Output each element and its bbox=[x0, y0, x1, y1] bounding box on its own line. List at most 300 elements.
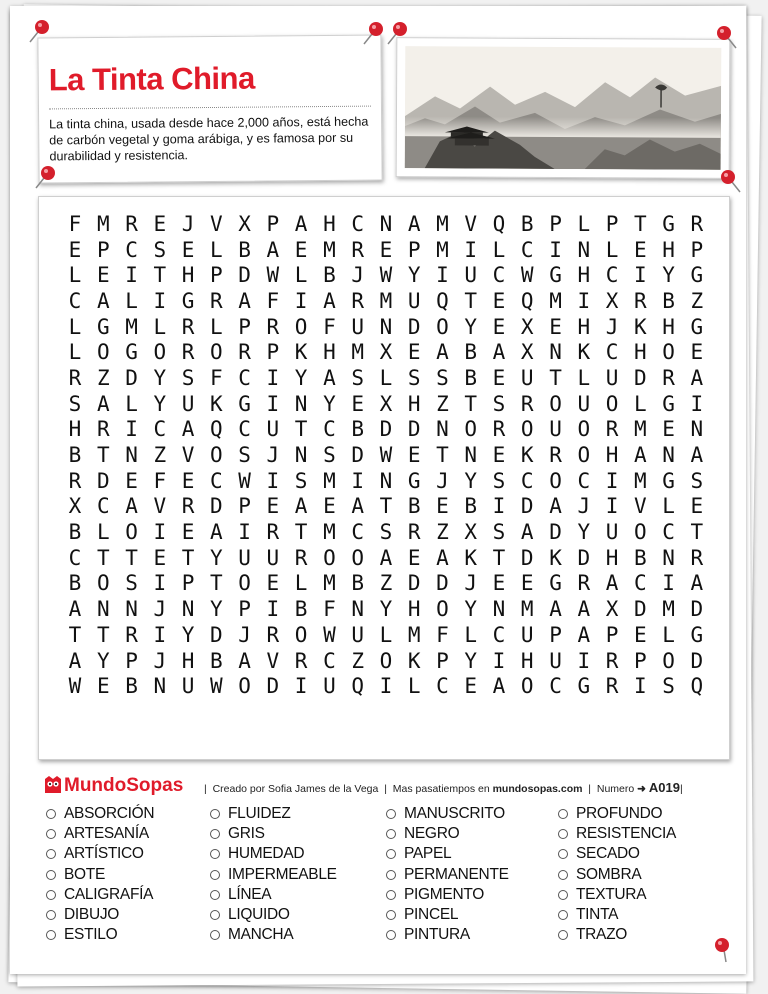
grid-letter[interactable]: S bbox=[294, 468, 308, 493]
grid-letter[interactable]: A bbox=[294, 211, 308, 236]
grid-letter[interactable]: P bbox=[605, 211, 619, 236]
grid-letter[interactable]: Z bbox=[436, 520, 449, 545]
grid-letter[interactable]: R bbox=[125, 622, 138, 647]
grid-letter[interactable]: L bbox=[662, 622, 675, 647]
grid-letter[interactable]: J bbox=[238, 622, 251, 647]
grid-letter[interactable]: I bbox=[125, 263, 138, 288]
grid-letter[interactable]: E bbox=[153, 545, 167, 570]
grid-letter[interactable]: A bbox=[436, 340, 449, 365]
grid-letter[interactable]: O bbox=[662, 340, 675, 365]
grid-letter[interactable]: S bbox=[690, 468, 704, 493]
checkbox-circle-icon[interactable] bbox=[46, 829, 56, 839]
grid-letter[interactable]: U bbox=[577, 391, 591, 416]
grid-letter[interactable]: N bbox=[379, 211, 393, 236]
grid-letter[interactable]: Q bbox=[690, 674, 704, 699]
word-item[interactable] bbox=[386, 905, 509, 925]
grid-letter[interactable]: O bbox=[577, 417, 591, 442]
grid-letter[interactable]: U bbox=[351, 622, 364, 647]
grid-letter[interactable]: P bbox=[549, 211, 562, 236]
grid-letter[interactable]: N bbox=[294, 391, 308, 416]
grid-letter[interactable]: V bbox=[181, 443, 195, 468]
grid-letter[interactable]: I bbox=[662, 571, 675, 596]
grid-letter[interactable]: U bbox=[605, 520, 619, 545]
word-item[interactable] bbox=[386, 804, 509, 824]
grid-letter[interactable]: L bbox=[407, 674, 421, 699]
grid-letter[interactable]: B bbox=[464, 494, 478, 519]
grid-letter[interactable]: B bbox=[407, 494, 421, 519]
grid-letter[interactable]: P bbox=[238, 314, 251, 339]
grid-letter[interactable]: I bbox=[153, 622, 167, 647]
grid-letter[interactable]: S bbox=[379, 520, 393, 545]
grid-letter[interactable]: U bbox=[605, 365, 619, 390]
grid-letter[interactable]: U bbox=[238, 545, 251, 570]
grid-letter[interactable]: M bbox=[549, 288, 562, 313]
grid-letter[interactable]: T bbox=[181, 545, 195, 570]
grid-letter[interactable]: B bbox=[351, 417, 364, 442]
grid-letter[interactable]: X bbox=[238, 211, 251, 236]
checkbox-circle-icon[interactable] bbox=[210, 849, 220, 859]
grid-letter[interactable]: W bbox=[379, 263, 393, 288]
grid-letter[interactable]: S bbox=[323, 443, 336, 468]
grid-letter[interactable]: I bbox=[294, 288, 308, 313]
grid-letter[interactable]: I bbox=[266, 365, 280, 390]
grid-letter[interactable]: Q bbox=[520, 288, 534, 313]
grid-letter[interactable]: D bbox=[125, 365, 138, 390]
grid-letter[interactable]: P bbox=[266, 211, 280, 236]
grid-letter[interactable]: R bbox=[125, 211, 138, 236]
grid-letter[interactable]: L bbox=[577, 365, 591, 390]
grid-letter[interactable]: I bbox=[351, 468, 364, 493]
word-item[interactable] bbox=[46, 905, 154, 925]
grid-letter[interactable]: G bbox=[662, 468, 675, 493]
grid-letter[interactable]: R bbox=[294, 545, 308, 570]
grid-letter[interactable]: G bbox=[125, 340, 138, 365]
grid-letter[interactable]: E bbox=[520, 571, 534, 596]
word-item[interactable] bbox=[558, 824, 676, 844]
grid-letter[interactable]: F bbox=[153, 468, 167, 493]
grid-letter[interactable]: U bbox=[549, 648, 562, 673]
grid-letter[interactable]: E bbox=[181, 468, 195, 493]
grid-letter[interactable]: E bbox=[407, 443, 421, 468]
grid-letter[interactable]: E bbox=[633, 237, 647, 262]
word-item[interactable] bbox=[558, 865, 676, 885]
grid-letter[interactable]: C bbox=[577, 468, 591, 493]
grid-letter[interactable]: I bbox=[266, 468, 280, 493]
grid-letter[interactable]: M bbox=[323, 571, 336, 596]
grid-letter[interactable]: R bbox=[633, 288, 647, 313]
checkbox-circle-icon[interactable] bbox=[386, 870, 396, 880]
grid-letter[interactable]: I bbox=[153, 520, 167, 545]
grid-letter[interactable]: O bbox=[96, 340, 110, 365]
checkbox-circle-icon[interactable] bbox=[46, 930, 56, 940]
grid-letter[interactable]: B bbox=[520, 211, 534, 236]
grid-letter[interactable]: H bbox=[520, 648, 534, 673]
grid-letter[interactable]: D bbox=[436, 571, 449, 596]
grid-letter[interactable]: N bbox=[153, 674, 167, 699]
grid-letter[interactable]: U bbox=[407, 288, 421, 313]
grid-letter[interactable]: R bbox=[181, 340, 195, 365]
word-item[interactable] bbox=[558, 885, 676, 905]
grid-letter[interactable]: K bbox=[407, 648, 421, 673]
grid-letter[interactable]: G bbox=[181, 288, 195, 313]
word-item[interactable] bbox=[558, 905, 676, 925]
grid-letter[interactable]: C bbox=[323, 648, 336, 673]
grid-letter[interactable]: I bbox=[549, 237, 562, 262]
checkbox-circle-icon[interactable] bbox=[386, 849, 396, 859]
grid-letter[interactable]: X bbox=[520, 340, 534, 365]
grid-letter[interactable]: P bbox=[181, 571, 195, 596]
grid-letter[interactable]: U bbox=[181, 391, 195, 416]
grid-letter[interactable]: U bbox=[181, 674, 195, 699]
grid-letter[interactable]: E bbox=[690, 340, 704, 365]
checkbox-circle-icon[interactable] bbox=[386, 829, 396, 839]
grid-letter[interactable]: R bbox=[520, 391, 534, 416]
grid-letter[interactable]: W bbox=[323, 622, 336, 647]
grid-letter[interactable]: I bbox=[464, 237, 478, 262]
grid-letter[interactable]: B bbox=[633, 545, 647, 570]
word-item[interactable] bbox=[210, 885, 337, 905]
grid-letter[interactable]: R bbox=[266, 520, 280, 545]
grid-letter[interactable]: N bbox=[662, 443, 675, 468]
grid-letter[interactable]: I bbox=[238, 520, 251, 545]
checkbox-circle-icon[interactable] bbox=[386, 910, 396, 920]
word-item[interactable] bbox=[386, 824, 509, 844]
checkbox-circle-icon[interactable] bbox=[386, 930, 396, 940]
checkbox-circle-icon[interactable] bbox=[210, 829, 220, 839]
grid-letter[interactable]: D bbox=[407, 571, 421, 596]
grid-letter[interactable]: L bbox=[125, 391, 138, 416]
grid-letter[interactable]: B bbox=[68, 571, 82, 596]
grid-letter[interactable]: A bbox=[690, 443, 704, 468]
grid-letter[interactable]: V bbox=[210, 211, 223, 236]
grid-letter[interactable]: X bbox=[68, 494, 82, 519]
grid-letter[interactable]: P bbox=[266, 340, 280, 365]
grid-letter[interactable]: Q bbox=[351, 674, 364, 699]
grid-letter[interactable]: D bbox=[690, 597, 704, 622]
grid-letter[interactable]: A bbox=[605, 571, 619, 596]
grid-letter[interactable]: M bbox=[436, 211, 449, 236]
grid-letter[interactable]: I bbox=[266, 391, 280, 416]
grid-letter[interactable]: R bbox=[577, 571, 591, 596]
grid-letter[interactable]: R bbox=[210, 288, 223, 313]
grid-letter[interactable]: J bbox=[464, 571, 478, 596]
checkbox-circle-icon[interactable] bbox=[46, 870, 56, 880]
checkbox-circle-icon[interactable] bbox=[558, 890, 568, 900]
grid-letter[interactable]: T bbox=[379, 494, 393, 519]
grid-letter[interactable]: N bbox=[577, 237, 591, 262]
grid-letter[interactable]: E bbox=[96, 263, 110, 288]
grid-letter[interactable]: C bbox=[238, 365, 251, 390]
grid-letter[interactable]: Z bbox=[96, 365, 110, 390]
grid-letter[interactable]: R bbox=[605, 648, 619, 673]
grid-letter[interactable]: X bbox=[520, 314, 534, 339]
grid-letter[interactable]: R bbox=[662, 365, 675, 390]
grid-letter[interactable]: Y bbox=[407, 263, 421, 288]
grid-letter[interactable]: G bbox=[690, 263, 704, 288]
grid-letter[interactable]: M bbox=[662, 597, 675, 622]
checkbox-circle-icon[interactable] bbox=[46, 849, 56, 859]
grid-letter[interactable]: T bbox=[464, 391, 478, 416]
grid-letter[interactable]: N bbox=[351, 597, 364, 622]
grid-letter[interactable]: B bbox=[351, 571, 364, 596]
checkbox-circle-icon[interactable] bbox=[558, 910, 568, 920]
grid-letter[interactable]: F bbox=[266, 288, 280, 313]
grid-letter[interactable]: E bbox=[351, 391, 364, 416]
grid-letter[interactable]: I bbox=[492, 648, 506, 673]
grid-letter[interactable]: B bbox=[125, 674, 138, 699]
grid-letter[interactable]: R bbox=[690, 545, 704, 570]
grid-letter[interactable]: K bbox=[633, 314, 647, 339]
grid-letter[interactable]: E bbox=[633, 622, 647, 647]
grid-letter[interactable]: L bbox=[577, 211, 591, 236]
grid-letter[interactable]: O bbox=[464, 417, 478, 442]
grid-letter[interactable]: D bbox=[520, 494, 534, 519]
grid-letter[interactable]: N bbox=[96, 597, 110, 622]
grid-letter[interactable]: E bbox=[690, 494, 704, 519]
grid-letter[interactable]: O bbox=[238, 571, 251, 596]
grid-letter[interactable]: E bbox=[436, 494, 449, 519]
grid-letter[interactable]: I bbox=[379, 674, 393, 699]
checkbox-circle-icon[interactable] bbox=[46, 890, 56, 900]
word-item[interactable] bbox=[46, 844, 154, 864]
grid-letter[interactable]: I bbox=[605, 494, 619, 519]
word-item[interactable] bbox=[210, 865, 337, 885]
grid-letter[interactable]: B bbox=[294, 597, 308, 622]
grid-letter[interactable]: A bbox=[323, 288, 336, 313]
word-item[interactable] bbox=[210, 925, 337, 945]
grid-letter[interactable]: G bbox=[238, 391, 251, 416]
grid-letter[interactable]: G bbox=[690, 622, 704, 647]
grid-letter[interactable]: I bbox=[153, 288, 167, 313]
grid-letter[interactable]: P bbox=[125, 648, 138, 673]
grid-letter[interactable]: U bbox=[464, 263, 478, 288]
grid-letter[interactable]: P bbox=[605, 622, 619, 647]
grid-letter[interactable]: Q bbox=[436, 288, 449, 313]
grid-letter[interactable]: X bbox=[605, 288, 619, 313]
word-item[interactable] bbox=[386, 844, 509, 864]
grid-letter[interactable]: T bbox=[210, 571, 223, 596]
grid-letter[interactable]: R bbox=[68, 468, 82, 493]
grid-letter[interactable]: O bbox=[323, 545, 336, 570]
grid-letter[interactable]: J bbox=[266, 443, 280, 468]
grid-letter[interactable]: E bbox=[662, 417, 675, 442]
grid-letter[interactable]: L bbox=[633, 391, 647, 416]
word-item[interactable] bbox=[46, 885, 154, 905]
grid-letter[interactable]: R bbox=[605, 417, 619, 442]
grid-letter[interactable]: E bbox=[125, 468, 138, 493]
grid-letter[interactable]: N bbox=[125, 443, 138, 468]
grid-letter[interactable]: B bbox=[68, 520, 82, 545]
grid-letter[interactable]: D bbox=[690, 648, 704, 673]
grid-letter[interactable]: D bbox=[351, 443, 364, 468]
grid-letter[interactable]: G bbox=[549, 571, 562, 596]
grid-letter[interactable]: P bbox=[407, 237, 421, 262]
grid-letter[interactable]: A bbox=[549, 494, 562, 519]
grid-letter[interactable]: P bbox=[436, 648, 449, 673]
grid-letter[interactable]: L bbox=[210, 237, 223, 262]
grid-letter[interactable]: E bbox=[549, 314, 562, 339]
grid-letter[interactable]: E bbox=[323, 494, 336, 519]
grid-letter[interactable]: K bbox=[294, 340, 308, 365]
grid-letter[interactable]: G bbox=[662, 391, 675, 416]
grid-letter[interactable]: R bbox=[351, 288, 364, 313]
grid-letter[interactable]: T bbox=[436, 443, 449, 468]
grid-letter[interactable]: I bbox=[690, 391, 704, 416]
grid-letter[interactable]: P bbox=[210, 263, 223, 288]
grid-letter[interactable]: O bbox=[549, 468, 562, 493]
grid-letter[interactable]: M bbox=[379, 288, 393, 313]
grid-letter[interactable]: A bbox=[690, 365, 704, 390]
grid-letter[interactable]: Y bbox=[379, 597, 393, 622]
grid-letter[interactable]: H bbox=[181, 648, 195, 673]
grid-letter[interactable]: H bbox=[181, 263, 195, 288]
grid-letter[interactable]: E bbox=[492, 365, 506, 390]
grid-letter[interactable]: T bbox=[125, 545, 138, 570]
grid-letter[interactable]: Y bbox=[294, 365, 308, 390]
word-item[interactable] bbox=[210, 824, 337, 844]
grid-letter[interactable]: S bbox=[492, 468, 506, 493]
grid-letter[interactable]: A bbox=[96, 391, 110, 416]
grid-letter[interactable]: A bbox=[690, 571, 704, 596]
checkbox-circle-icon[interactable] bbox=[210, 890, 220, 900]
grid-letter[interactable]: Y bbox=[153, 365, 167, 390]
grid-letter[interactable]: E bbox=[492, 571, 506, 596]
grid-letter[interactable]: A bbox=[520, 520, 534, 545]
grid-letter[interactable]: O bbox=[633, 520, 647, 545]
grid-letter[interactable]: Q bbox=[492, 211, 506, 236]
grid-letter[interactable]: O bbox=[379, 648, 393, 673]
grid-letter[interactable]: T bbox=[68, 622, 82, 647]
grid-letter[interactable]: E bbox=[294, 237, 308, 262]
grid-letter[interactable]: O bbox=[577, 443, 591, 468]
grid-letter[interactable]: N bbox=[436, 417, 449, 442]
grid-letter[interactable]: Y bbox=[96, 648, 110, 673]
grid-letter[interactable]: A bbox=[238, 288, 251, 313]
grid-letter[interactable]: I bbox=[492, 494, 506, 519]
grid-letter[interactable]: C bbox=[662, 520, 675, 545]
grid-letter[interactable]: A bbox=[549, 597, 562, 622]
grid-letter[interactable]: B bbox=[464, 340, 478, 365]
grid-letter[interactable]: O bbox=[520, 417, 534, 442]
grid-letter[interactable]: I bbox=[294, 674, 308, 699]
grid-letter[interactable]: Q bbox=[210, 417, 223, 442]
grid-letter[interactable]: G bbox=[407, 468, 421, 493]
grid-letter[interactable]: L bbox=[464, 622, 478, 647]
grid-letter[interactable]: D bbox=[266, 674, 280, 699]
grid-letter[interactable]: D bbox=[407, 314, 421, 339]
checkbox-circle-icon[interactable] bbox=[46, 910, 56, 920]
grid-letter[interactable]: A bbox=[379, 545, 393, 570]
grid-letter[interactable]: E bbox=[379, 237, 393, 262]
checkbox-circle-icon[interactable] bbox=[210, 930, 220, 940]
grid-letter[interactable]: O bbox=[436, 314, 449, 339]
grid-letter[interactable]: N bbox=[662, 545, 675, 570]
grid-letter[interactable]: J bbox=[153, 648, 167, 673]
grid-letter[interactable]: M bbox=[633, 417, 647, 442]
grid-letter[interactable]: O bbox=[436, 597, 449, 622]
grid-letter[interactable]: M bbox=[520, 597, 534, 622]
grid-letter[interactable]: A bbox=[407, 211, 421, 236]
grid-letter[interactable]: E bbox=[492, 314, 506, 339]
grid-letter[interactable]: T bbox=[464, 288, 478, 313]
grid-letter[interactable]: D bbox=[520, 545, 534, 570]
grid-letter[interactable]: X bbox=[379, 340, 393, 365]
grid-letter[interactable]: L bbox=[68, 314, 82, 339]
grid-letter[interactable]: S bbox=[153, 237, 167, 262]
grid-letter[interactable]: R bbox=[407, 520, 421, 545]
word-item[interactable] bbox=[386, 925, 509, 945]
grid-letter[interactable]: E bbox=[68, 237, 82, 262]
grid-letter[interactable]: R bbox=[266, 314, 280, 339]
grid-letter[interactable]: R bbox=[605, 674, 619, 699]
grid-letter[interactable]: C bbox=[125, 237, 138, 262]
grid-letter[interactable]: J bbox=[181, 211, 195, 236]
grid-letter[interactable]: D bbox=[96, 468, 110, 493]
grid-letter[interactable]: C bbox=[96, 494, 110, 519]
grid-letter[interactable]: C bbox=[520, 468, 534, 493]
grid-letter[interactable]: L bbox=[153, 314, 167, 339]
grid-letter[interactable]: V bbox=[153, 494, 167, 519]
grid-letter[interactable]: M bbox=[407, 622, 421, 647]
grid-letter[interactable]: T bbox=[294, 417, 308, 442]
checkbox-circle-icon[interactable] bbox=[210, 870, 220, 880]
grid-letter[interactable]: A bbox=[323, 365, 336, 390]
grid-letter[interactable]: G bbox=[690, 314, 704, 339]
grid-letter[interactable]: W bbox=[520, 263, 534, 288]
grid-letter[interactable]: C bbox=[492, 622, 506, 647]
grid-letter[interactable]: O bbox=[549, 391, 562, 416]
grid-letter[interactable]: G bbox=[577, 674, 591, 699]
grid-letter[interactable]: E bbox=[181, 237, 195, 262]
grid-letter[interactable]: E bbox=[153, 211, 167, 236]
grid-letter[interactable]: A bbox=[436, 545, 449, 570]
grid-letter[interactable]: S bbox=[125, 571, 138, 596]
grid-letter[interactable]: R bbox=[96, 417, 110, 442]
grid-letter[interactable]: J bbox=[351, 263, 364, 288]
grid-letter[interactable]: F bbox=[210, 365, 223, 390]
grid-letter[interactable]: U bbox=[266, 545, 280, 570]
grid-letter[interactable]: B bbox=[238, 237, 251, 262]
grid-letter[interactable]: Z bbox=[153, 443, 167, 468]
word-item[interactable] bbox=[46, 865, 154, 885]
grid-letter[interactable]: A bbox=[351, 494, 364, 519]
grid-letter[interactable]: N bbox=[379, 314, 393, 339]
grid-letter[interactable]: Y bbox=[181, 622, 195, 647]
grid-letter[interactable]: D bbox=[407, 417, 421, 442]
grid-letter[interactable]: A bbox=[238, 648, 251, 673]
grid-letter[interactable]: A bbox=[68, 597, 82, 622]
grid-letter[interactable]: A bbox=[96, 288, 110, 313]
grid-letter[interactable]: U bbox=[520, 622, 534, 647]
grid-letter[interactable]: V bbox=[633, 494, 647, 519]
grid-letter[interactable]: L bbox=[68, 340, 82, 365]
grid-letter[interactable]: E bbox=[407, 545, 421, 570]
grid-letter[interactable]: V bbox=[266, 648, 280, 673]
grid-letter[interactable]: O bbox=[238, 674, 251, 699]
grid-letter[interactable]: S bbox=[68, 391, 82, 416]
grid-letter[interactable]: T bbox=[96, 545, 110, 570]
grid-letter[interactable]: A bbox=[210, 520, 223, 545]
grid-letter[interactable]: N bbox=[464, 443, 478, 468]
grid-letter[interactable]: J bbox=[605, 314, 619, 339]
grid-letter[interactable]: A bbox=[125, 494, 138, 519]
grid-letter[interactable]: R bbox=[181, 314, 195, 339]
grid-letter[interactable]: Y bbox=[464, 648, 478, 673]
grid-letter[interactable]: O bbox=[605, 391, 619, 416]
grid-letter[interactable]: K bbox=[464, 545, 478, 570]
grid-letter[interactable]: M bbox=[323, 237, 336, 262]
grid-letter[interactable]: W bbox=[266, 263, 280, 288]
